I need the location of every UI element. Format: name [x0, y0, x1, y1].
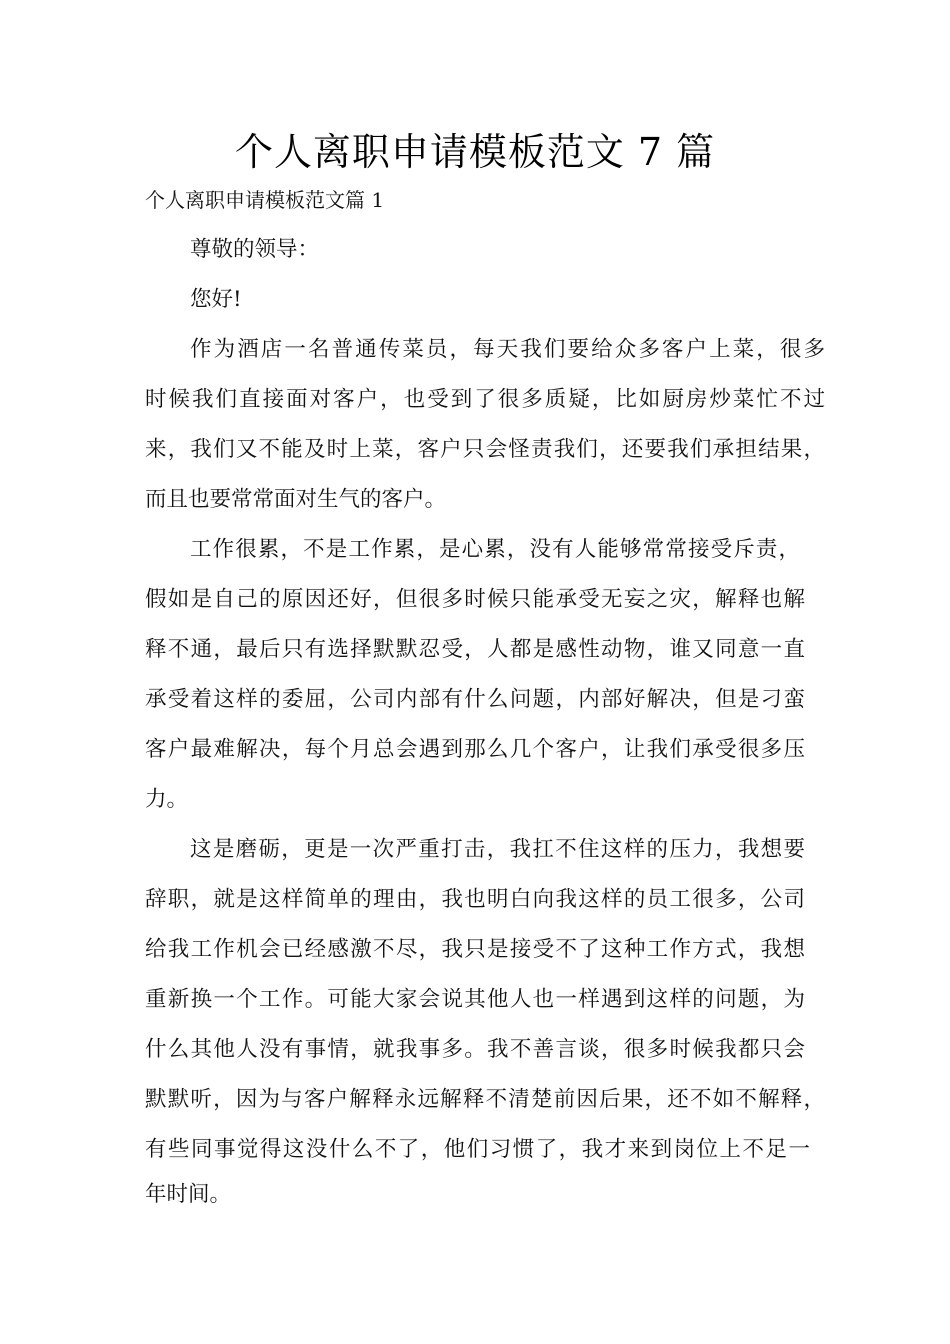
text-line: 什么其他人没有事情，就我事多。我不善言谈，很多时候我都只会: [145, 1037, 805, 1062]
text-line: 承受着这样的委屈，公司内部有什么问题，内部好解决，但是刁蛮: [145, 687, 805, 712]
text-line: 力。: [145, 787, 189, 812]
text-line: 这是磨砺，更是一次严重打击，我扛不住这样的压力，我想要: [190, 837, 805, 862]
text-line: 来，我们又不能及时上菜，客户只会怪责我们，还要我们承担结果，: [145, 437, 825, 462]
text-line: 默默听，因为与客户解释永远解释不清楚前因后果，还不如不解释，: [145, 1087, 825, 1112]
text-line: 释不通，最后只有选择默默忍受，人都是感性动物，谁又同意一直: [145, 637, 805, 662]
text-line: 假如是自己的原因还好，但很多时候只能承受无妄之灾，解释也解: [145, 587, 805, 612]
document-subtitle: 个人离职申请模板范文篇 1: [145, 188, 385, 212]
text-line: 重新换一个工作。可能大家会说其他人也一样遇到这样的问题，为: [145, 987, 805, 1012]
text-line: 年时间。: [145, 1182, 232, 1207]
text-line-salutation: 尊敬的领导：: [190, 237, 320, 262]
text-line: 辞职，就是这样简单的理由，我也明白向我这样的员工很多，公司: [145, 887, 805, 912]
text-line: 时候我们直接面对客户，也受到了很多质疑，比如厨房炒菜忙不过: [145, 387, 825, 412]
text-line: 客户最难解决，每个月总会遇到那么几个客户，让我们承受很多压: [145, 737, 805, 762]
text-line-greeting: 您好!: [190, 287, 242, 312]
text-line: 给我工作机会已经感激不尽，我只是接受不了这种工作方式，我想: [145, 937, 805, 962]
document-title: 个人离职申请模板范文 7 篇: [234, 130, 716, 174]
text-line: 有些同事觉得这没什么不了，他们习惯了，我才来到岗位上不足一: [145, 1137, 810, 1162]
text-line: 工作很累，不是工作累，是心累，没有人能够常常接受斥责，: [190, 537, 800, 562]
text-line: 而且也要常常面对生气的客户。: [145, 487, 447, 512]
text-line: 作为酒店一名普通传菜员，每天我们要给众多客户上菜，很多: [190, 337, 825, 362]
